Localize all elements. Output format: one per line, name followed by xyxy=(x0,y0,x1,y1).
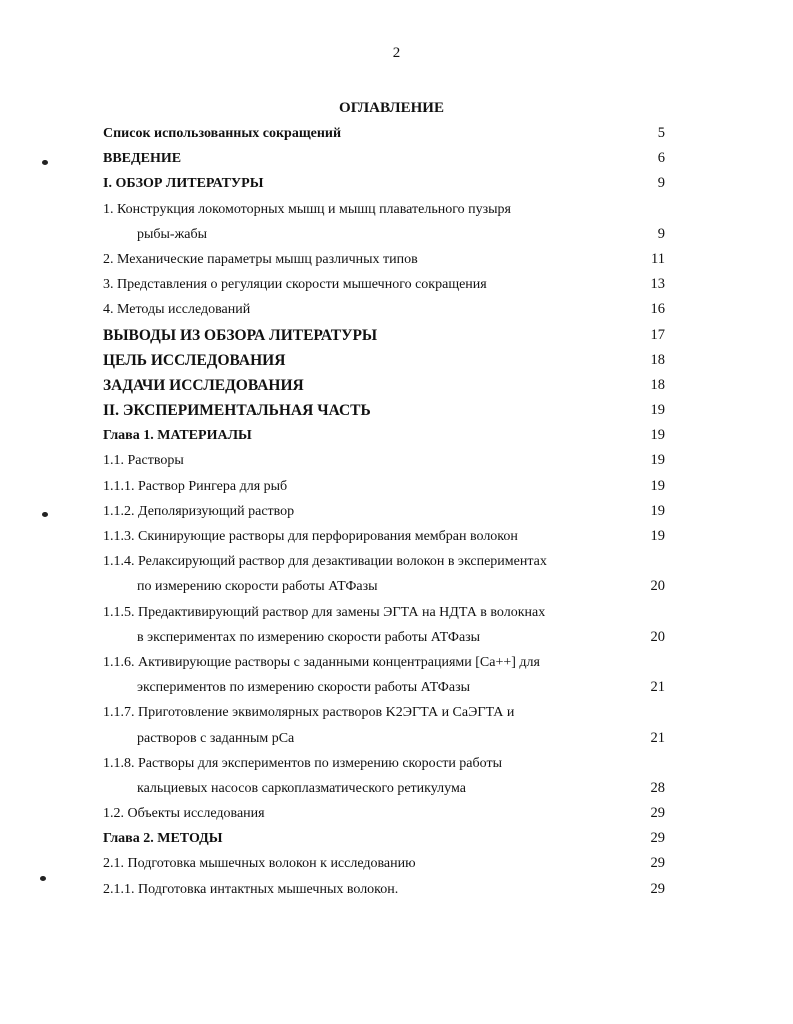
toc-entry xyxy=(103,398,665,423)
toc-entry xyxy=(103,121,665,146)
toc-entry-page: 9 xyxy=(657,175,665,192)
toc-entry-page: 17 xyxy=(650,326,665,343)
toc-entry-text: 3. Представления о регуляции скорости мышечного сокращения xyxy=(103,277,487,293)
toc-entry xyxy=(103,877,665,902)
toc-entry-text: рыбы-жабы xyxy=(137,226,208,242)
toc-entry-text: 1.1.3. Скинирующие растворы для перфорирования мембран волокон xyxy=(103,529,518,544)
toc-entry-page: 29 xyxy=(650,855,665,872)
toc-entry-page: 29 xyxy=(650,805,665,822)
toc-entry xyxy=(103,423,665,448)
toc-entry-text: 1.1.2. Деполяризующий раствор xyxy=(103,503,295,519)
toc-entry-page: 29 xyxy=(650,880,665,897)
toc-entry-text: кальциевых насосов саркоплазматического ретикулума xyxy=(137,780,466,796)
toc-entry xyxy=(103,171,665,196)
toc-entry-text: 1.1.1. Раствор Рингера для рыб xyxy=(103,478,288,494)
toc-entry xyxy=(103,146,665,171)
toc-entry xyxy=(103,448,665,473)
toc-entry-page: 19 xyxy=(650,402,665,419)
toc-entry-text: 2.1.1. Подготовка интактных мышечных волокон. xyxy=(103,881,399,897)
toc-entry-text: 2.1. Подготовка мышечных волокон к исследованию xyxy=(103,856,416,872)
toc-entry-text: растворов с заданным pCa xyxy=(137,730,295,746)
toc-entry-page: 19 xyxy=(650,502,665,519)
toc-entry-text: ВВЕДЕНИЕ xyxy=(103,151,182,167)
toc-entry-page: 28 xyxy=(650,779,665,796)
toc-entry xyxy=(103,222,665,247)
toc-entry-text: II. ЭКСПЕРИМЕНТАЛЬНАЯ ЧАСТЬ xyxy=(103,402,371,420)
toc-entry-page: 18 xyxy=(650,351,665,368)
toc-entry-page: 19 xyxy=(650,452,665,469)
toc-entry xyxy=(103,373,665,398)
toc-entry-text: 1. Конструкция локомоторных мышц и мышц плавательного пузыря xyxy=(103,201,511,217)
toc-entry-text: ЗАДАЧИ ИССЛЕДОВАНИЯ xyxy=(103,376,304,394)
toc-entry xyxy=(103,726,665,751)
toc-entry-page: 9 xyxy=(657,225,665,242)
toc-entry-text: ЦЕЛЬ ИССЛЕДОВАНИЯ xyxy=(103,351,286,369)
toc-entry-text: I. ОБЗОР ЛИТЕРАТУРЫ xyxy=(103,176,264,192)
toc-entry-text: Список использованных сокращений xyxy=(103,126,342,141)
toc-entry-page: 16 xyxy=(650,301,665,318)
toc-entry-text: 1.1.8. Растворы для экспериментов по измерению скорости работы xyxy=(103,755,502,771)
toc-entry xyxy=(103,499,665,524)
toc-entry-text: 1.1. Растворы xyxy=(103,453,184,469)
toc-entry-text: в экспериментах по измерению скорости работы АТФазы xyxy=(137,629,481,645)
toc-entry xyxy=(103,851,665,876)
toc-entry xyxy=(103,297,665,322)
toc-entry xyxy=(103,826,665,851)
toc-title: ОГЛАВЛЕНИЕ xyxy=(339,100,444,116)
toc-entry-page: 29 xyxy=(650,830,665,847)
toc-entry xyxy=(103,574,665,599)
toc-entry xyxy=(103,272,665,297)
toc-entry-page: 19 xyxy=(650,477,665,494)
toc-entry xyxy=(103,650,665,675)
toc-entry-text: 1.1.4. Релаксирующий раствор для дезактивации волокон в экспериментах xyxy=(103,554,547,570)
toc-entry-page: 19 xyxy=(650,427,665,444)
toc-entry-text: ВЫВОДЫ ИЗ ОБЗОРА ЛИТЕРАТУРЫ xyxy=(103,326,378,344)
toc-entry-page: 6 xyxy=(657,150,665,167)
toc-entry-text: 1.1.7. Приготовление эквимолярных растворов K2ЭГТА и CaЭГТА и xyxy=(103,705,515,721)
toc-entry-text: экспериментов по измерению скорости работы АТФазы xyxy=(137,680,471,696)
toc-entry xyxy=(103,524,665,549)
toc-entry-page: 20 xyxy=(650,628,665,645)
table-of-contents xyxy=(103,121,665,902)
toc-entry xyxy=(103,625,665,650)
toc-entry-page: 13 xyxy=(650,276,665,293)
toc-entry-page: 18 xyxy=(650,376,665,393)
toc-entry xyxy=(103,700,665,725)
toc-entry xyxy=(103,348,665,373)
toc-entry-text: Глава 2. МЕТОДЫ xyxy=(103,831,223,847)
scan-speck-icon xyxy=(42,160,48,165)
toc-entry xyxy=(103,751,665,776)
toc-entry-text: 4. Методы исследований xyxy=(103,302,251,318)
toc-entry-text: по измерению скорости работы АТФазы xyxy=(137,579,378,595)
toc-entry-text: 1.2. Объекты исследования xyxy=(103,806,265,822)
toc-entry-text: 1.1.5. Предактивирующий раствор для замены ЭГТА на НДТА в волокнах xyxy=(103,604,546,620)
toc-entry xyxy=(103,776,665,801)
toc-entry xyxy=(103,801,665,826)
toc-entry-page: 11 xyxy=(651,250,665,267)
toc-entry xyxy=(103,197,665,222)
toc-entry xyxy=(103,600,665,625)
toc-entry xyxy=(103,323,665,348)
toc-entry-page: 20 xyxy=(650,578,665,595)
toc-entry xyxy=(103,675,665,700)
toc-entry xyxy=(103,247,665,272)
scan-speck-icon xyxy=(40,876,46,881)
toc-entry-text: 1.1.6. Активирующие растворы с заданными концентрациями [Ca++] для xyxy=(103,654,540,670)
scan-speck-icon xyxy=(42,512,48,517)
toc-entry-page: 21 xyxy=(650,679,665,696)
toc-entry xyxy=(103,549,665,574)
toc-entry-text: 2. Механические параметры мышц различных типов xyxy=(103,251,418,267)
toc-entry-page: 5 xyxy=(657,125,665,141)
toc-entry xyxy=(103,474,665,499)
toc-entry-page: 19 xyxy=(650,528,665,544)
page-number: 2 xyxy=(392,45,401,61)
toc-entry-page: 21 xyxy=(650,729,665,746)
toc-entry-text: Глава 1. МАТЕРИАЛЫ xyxy=(103,428,252,444)
